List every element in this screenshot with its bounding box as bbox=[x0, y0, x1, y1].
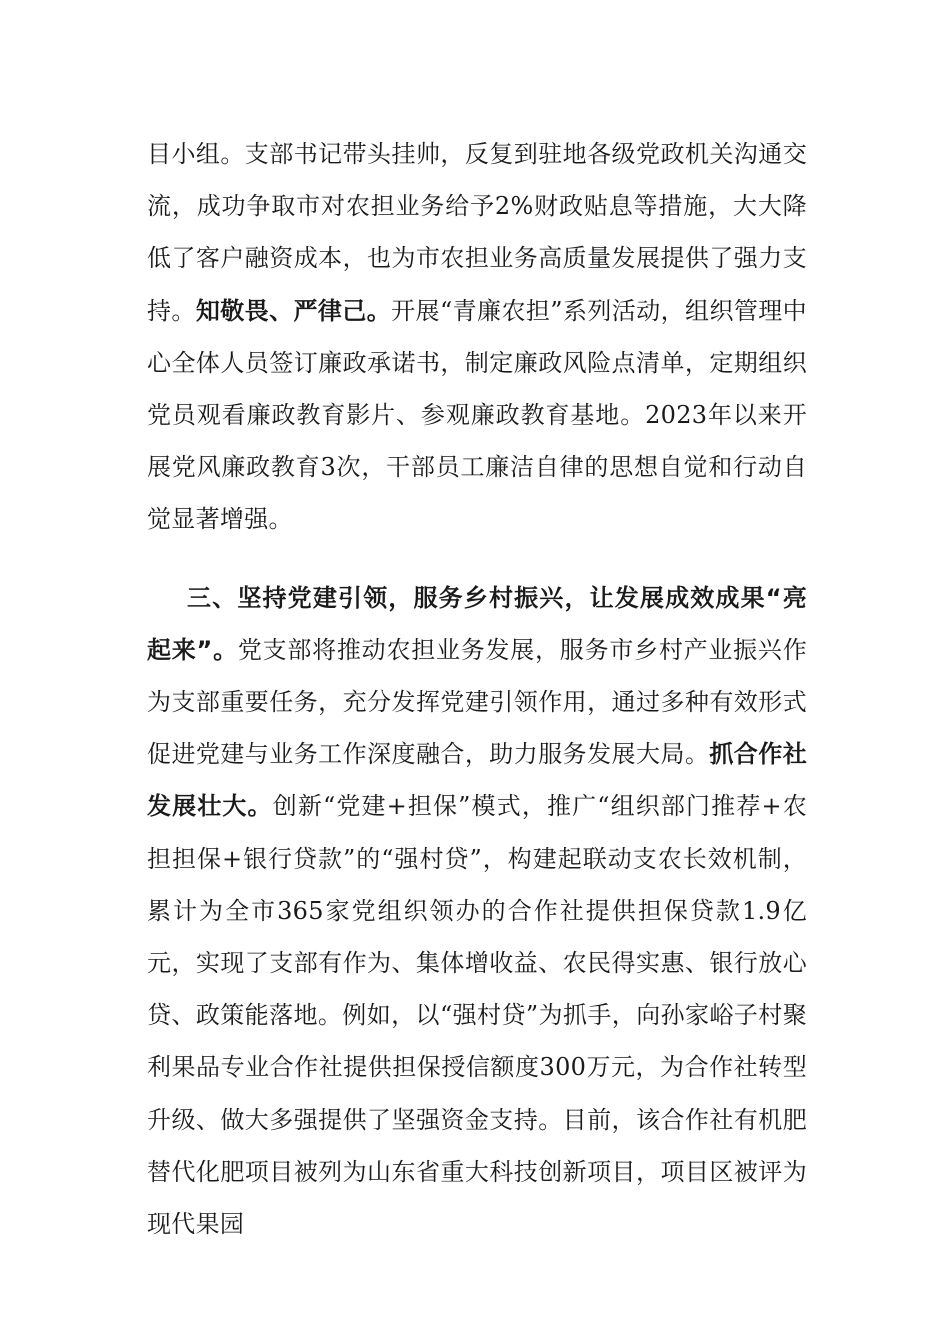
document-page bbox=[147, 128, 807, 1250]
section-heading: 三、坚持党建引领，服务乡村振兴，让发展成效成果“亮起来”。 bbox=[147, 583, 807, 664]
bold-heading-segment: 抓合作社发展壮大。 bbox=[147, 740, 807, 821]
text-segment: 创新“党建+担保”模式，推广“组织部门推荐+农担担保+银行贷款”的“强村贷”，构建起联动支农长效机制，累计为全市365家党组织领办的合作社提供担保贷款1.9亿元，实现了支部有作为、集体增收益、农民得实惠、银行放心贷、政策能落地。例如，以“强村贷”为抓手，向孙家峪子村聚利果品专业合作社提供担保授信额度300万元，为合作社转型升级、做大多强提供了坚强资金支持。目前，该合作社有机肥替代化肥项目被列为山东省重大科技创新项目，项目区被评为现代果园 bbox=[147, 792, 807, 1239]
text-segment: 党支部将推动农担业务发展，服务市乡村产业振兴作为支部重要任务，充分发挥党建引领作用，通过多种有效形式促进党建与业务工作深度融合，助力服务发展大局。 bbox=[147, 635, 807, 769]
paragraph-section-three bbox=[147, 572, 807, 1251]
paragraph-continuation bbox=[147, 128, 807, 546]
bold-heading-segment: 知敬畏、严律己。 bbox=[195, 296, 392, 325]
text-segment: 开展“青廉农担”系列活动，组织管理中心全体人员签订廉政承诺书，制定廉政风险点清单，定期组织党员观看廉政教育影片、参观廉政教育基地。2023年以来开展党风廉政教育3次，干部员工廉洁自律的思想自觉和行动自觉显著增强。 bbox=[147, 296, 807, 534]
text-segment: 目小组。支部书记带头挂帅，反复到驻地各级党政机关沟通交流，成功争取市对农担业务给予2%财政贴息等措施，大大降低了客户融资成本，也为市农担业务高质量发展提供了强力支持。 bbox=[147, 140, 807, 325]
